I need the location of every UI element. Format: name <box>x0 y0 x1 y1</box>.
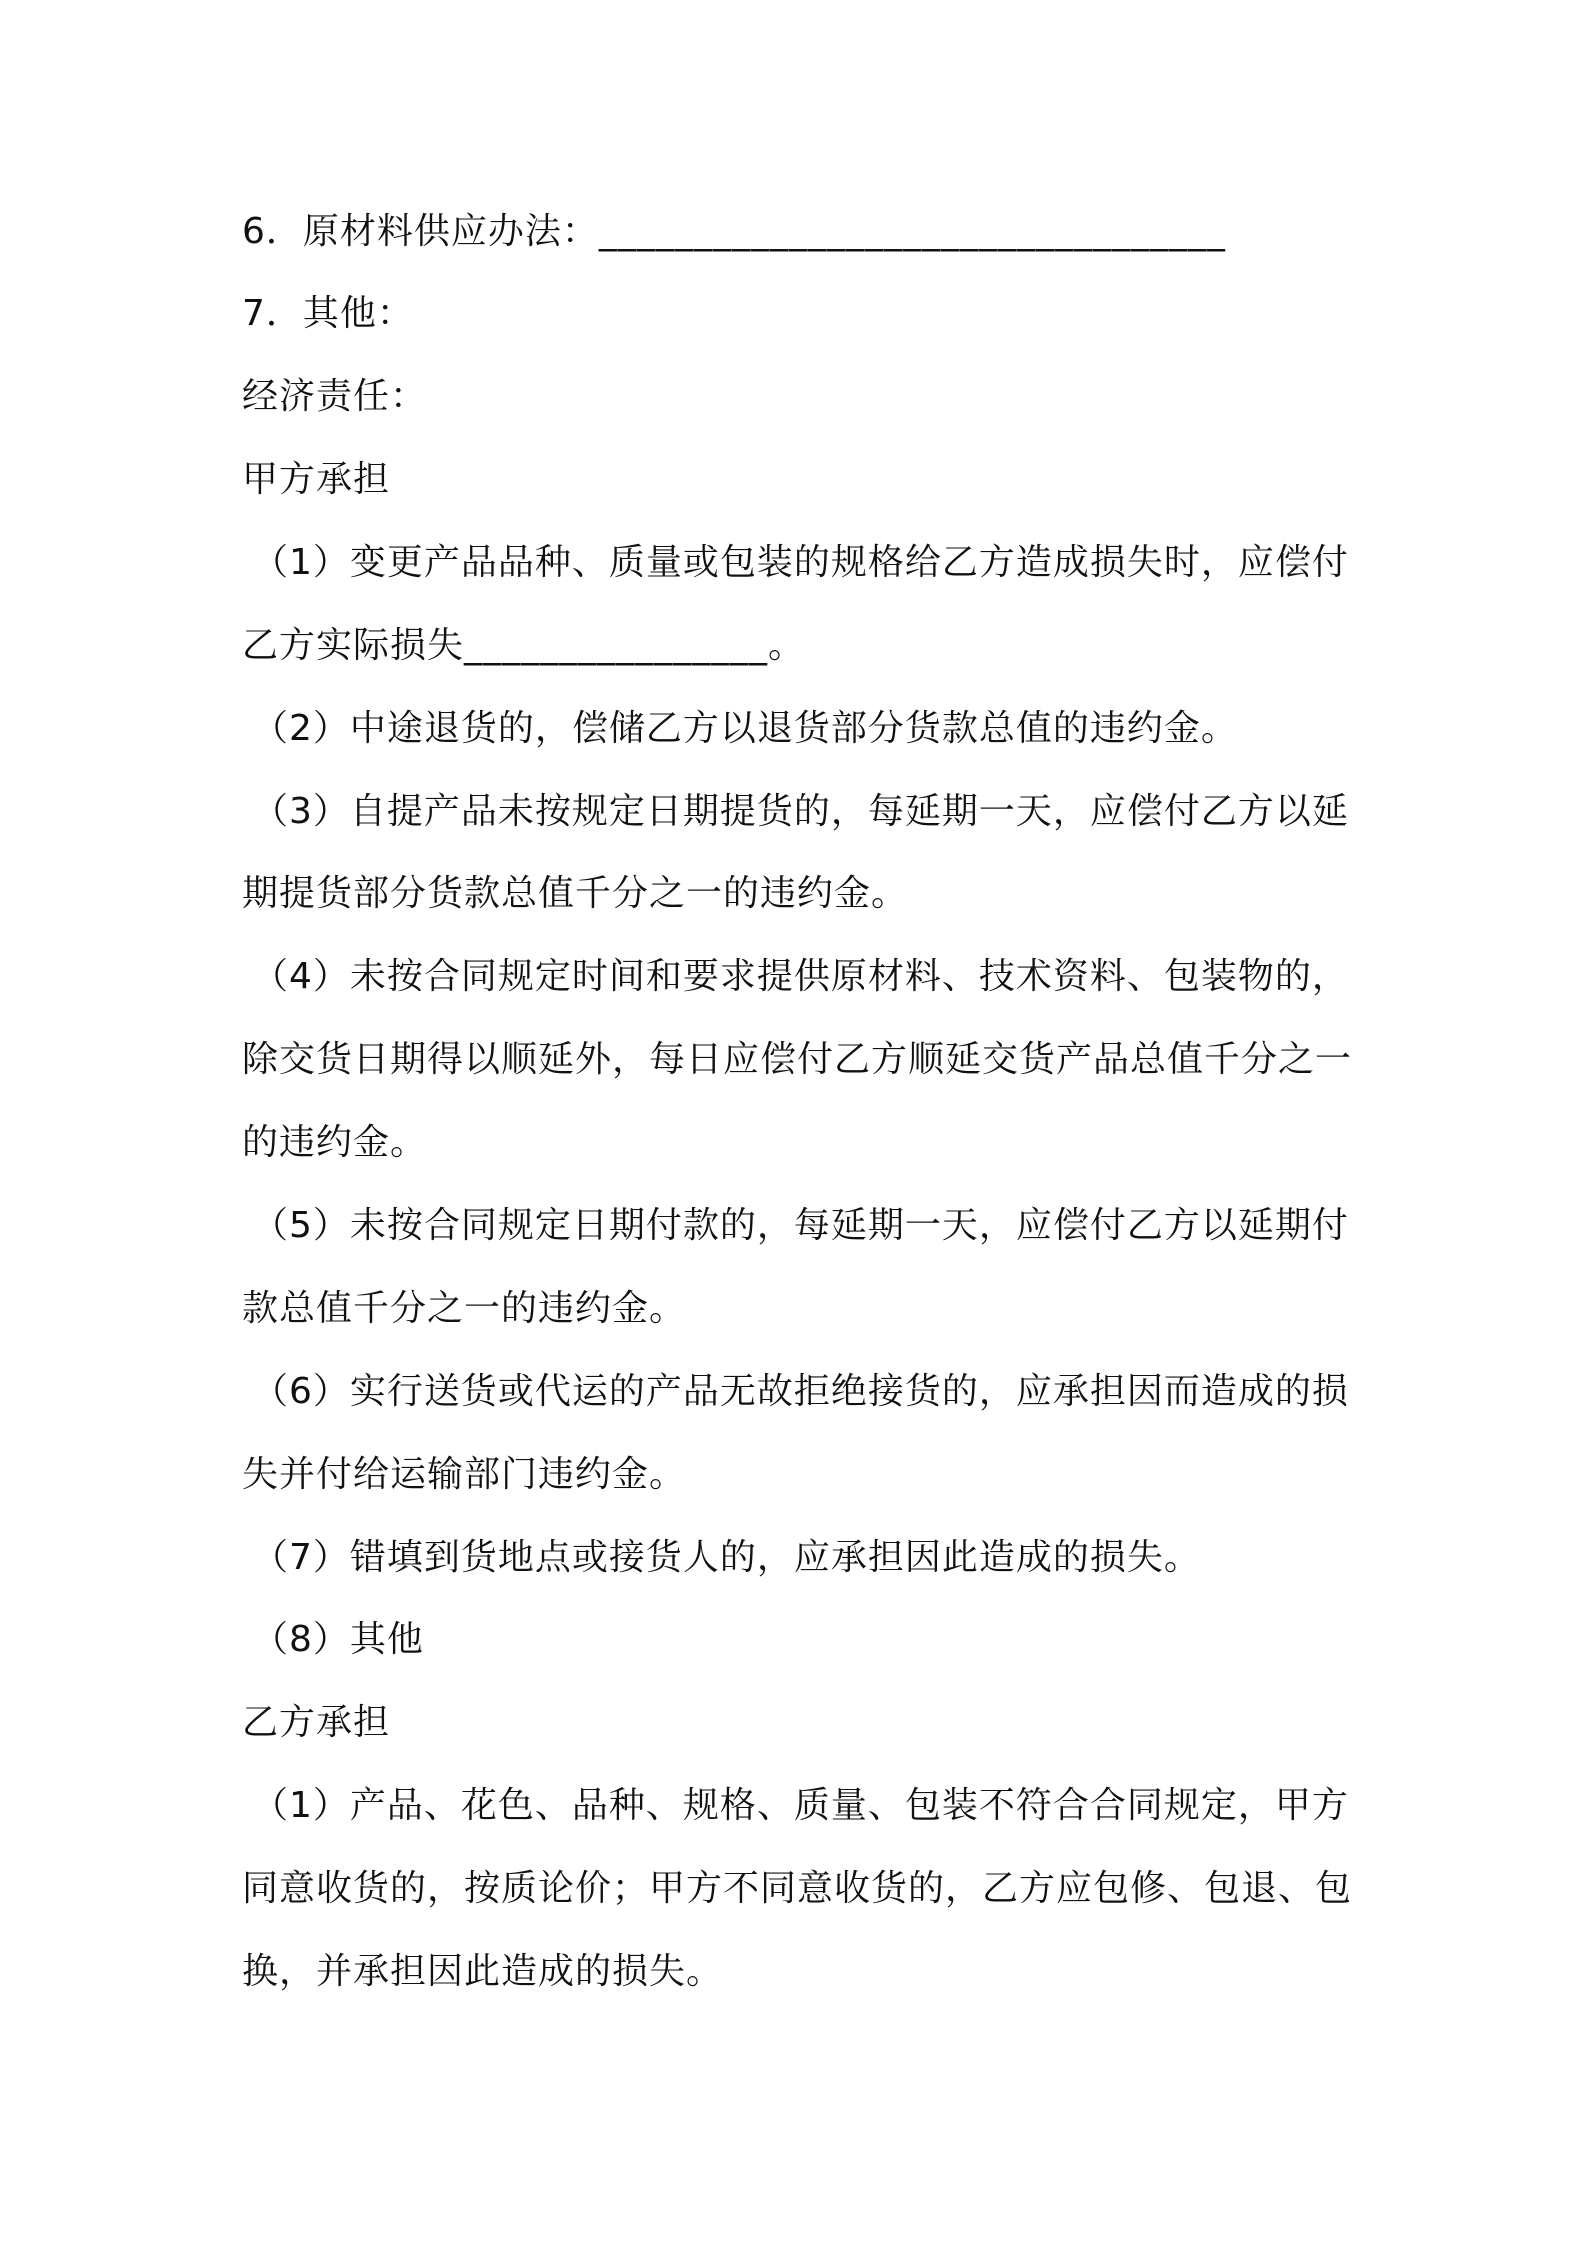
party-a-item-5-line-1: （5）未按合同规定日期付款的，每延期一天，应偿付乙方以延期付 <box>252 1205 1349 1246</box>
party-a-item-3-line-2: 期提货部分货款总值千分之一的违约金。 <box>242 873 909 914</box>
party-a-item-3-line-1: （3）自提产品未按规定日期提货的，每延期一天，应偿付乙方以延 <box>252 791 1349 832</box>
heading-party-a-liability: 甲方承担 <box>242 459 391 500</box>
party-a-item-4-line-1: （4）未按合同规定时间和要求提供原材料、技术资料、包装物的， <box>252 956 1349 997</box>
party-b-item-1-line-2: 同意收货的，按质论价；甲方不同意收货的，乙方应包修、包退、包 <box>242 1868 1353 1909</box>
party-a-item-8: （8）其他 <box>252 1619 424 1660</box>
heading-party-b-liability: 乙方承担 <box>242 1702 391 1743</box>
party-b-item-1-line-1: （1）产品、花色、品种、规格、质量、包装不符合合同规定，甲方 <box>252 1785 1349 1826</box>
clause-6-material-supply: 6．原材料供应办法：_________________________________ <box>242 211 1226 252</box>
party-a-item-6-line-2: 失并付给运输部门违约金。 <box>242 1454 687 1495</box>
party-a-item-1-line-1: （1）变更产品品种、质量或包装的规格给乙方造成损失时，应偿付 <box>252 542 1349 583</box>
party-a-item-4-line-2: 除交货日期得以顺延外，每日应偿付乙方顺延交货产品总值千分之一 <box>242 1039 1353 1080</box>
party-a-item-1-line-2: 乙方实际损失________________。 <box>242 625 806 666</box>
party-a-item-7: （7）错填到货地点或接货人的，应承担因此造成的损失。 <box>252 1537 1201 1578</box>
clause-7-other: 7．其他： <box>242 293 414 334</box>
heading-economic-liability: 经济责任： <box>242 376 428 417</box>
party-a-item-4-line-3: 的违约金。 <box>242 1122 428 1163</box>
party-b-item-1-line-3: 换，并承担因此造成的损失。 <box>242 1951 724 1992</box>
party-a-item-6-line-1: （6）实行送货或代运的产品无故拒绝接货的，应承担因而造成的损 <box>252 1371 1349 1412</box>
party-a-item-5-line-2: 款总值千分之一的违约金。 <box>242 1288 687 1329</box>
party-a-item-2: （2）中途退货的，偿储乙方以退货部分货款总值的违约金。 <box>252 708 1238 749</box>
